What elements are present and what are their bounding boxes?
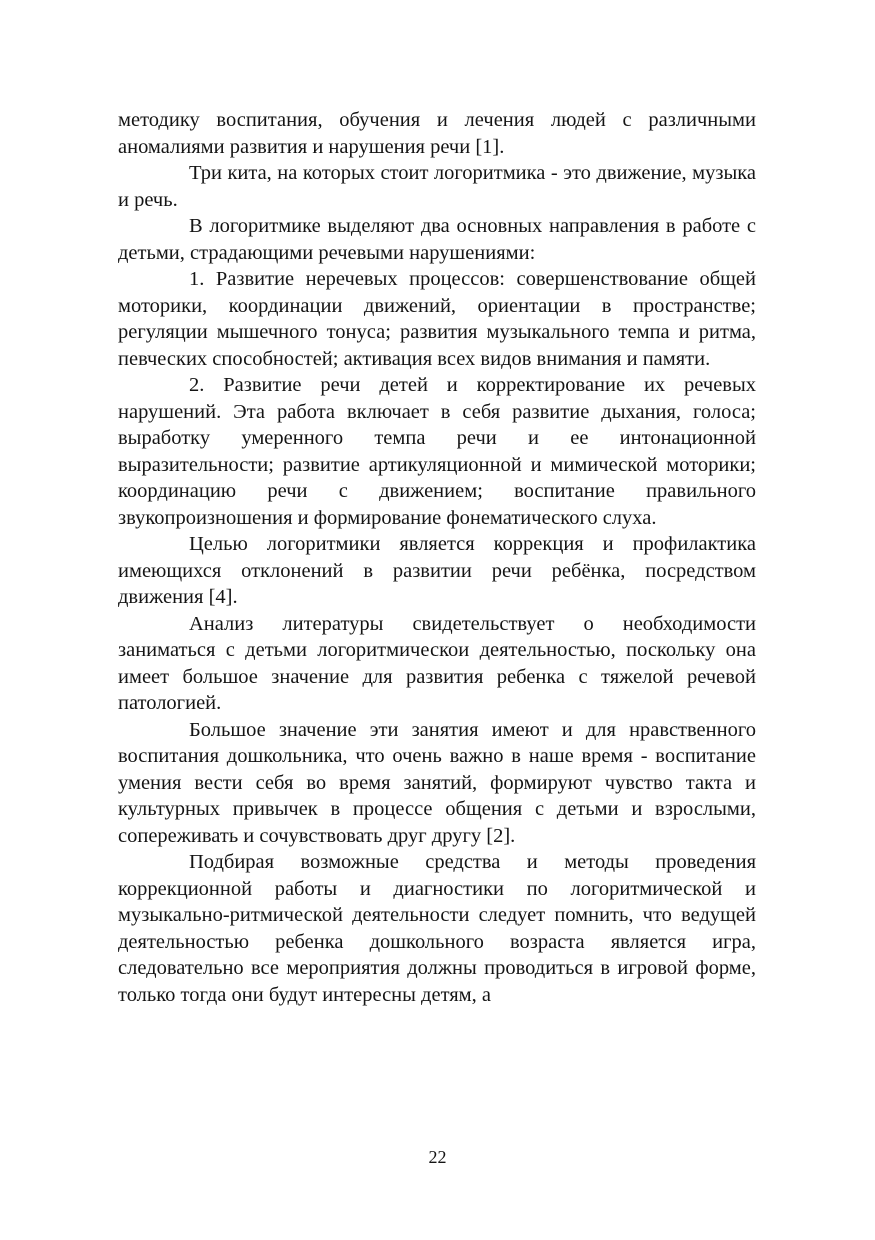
paragraph-direction-2: 2. Развитие речи детей и корректирование их речевых нарушений. Эта работа включает в себя развитие дыхания, голоса; выработку умеренного темпа речи и ее интонационной выразительности; развитие артикуляционной и мимической моторики; координацию речи с движением; воспитание правильного звукопроизношения и формирование фонематического слуха. <box>118 374 756 529</box>
paragraph-continuation: методику воспитания, обучения и лечения людей с различными аномалиями развития и нарушения речи [1]. <box>118 109 756 158</box>
paragraph-goal: Целью логоритмики является коррекция и профилактика имеющихся отклонений в развитии речи ребёнка, посредством движения [4]. <box>118 533 756 608</box>
paragraph-literature-analysis: Анализ литературы свидетельствует о необходимости заниматься с детьми логоритмическои деятельностью, поскольку она имеет большое значение для развития ребенка с тяжелой речевой патологией. <box>118 612 756 714</box>
paragraph-direction-1: 1. Развитие неречевых процессов: совершенствование общей моторики, координации движений, ориентации в пространстве; регуляции мышечного тонуса; развития музыкального темпа и ритма, певческих способностей; активация всех видов внимания и памяти. <box>118 268 756 370</box>
paragraph-methods: Подбирая возможные средства и методы проведения коррекционной работы и диагностики по логоритмической и музыкально-ритмической деятельности следует помнить, что ведущей деятельностью ребенка дошкольного возраста является игра, следовательно все мероприятия должны проводиться в игровой форме, только тогда они будут интересны детям, а <box>118 851 756 1006</box>
page-number: 22 <box>428 1147 447 1167</box>
body-text <box>118 107 756 1008</box>
paragraph-three-whales: Три кита, на которых стоит логоритмика - это движение, музыка и речь. <box>118 162 756 211</box>
paragraph-directions-intro: В логоритмике выделяют два основных направления в работе с детьми, страдающими речевыми нарушениями: <box>118 215 756 264</box>
paragraph-moral-education: Большое значение эти занятия имеют и для нравственного воспитания дошкольника, что очень важно в наше время - воспитание умения вести себя во время занятий, формируют чувство такта и культурных привычек в процессе общения с детьми и взрослыми, сопереживать и сочувствовать друг другу [2]. <box>118 718 756 847</box>
